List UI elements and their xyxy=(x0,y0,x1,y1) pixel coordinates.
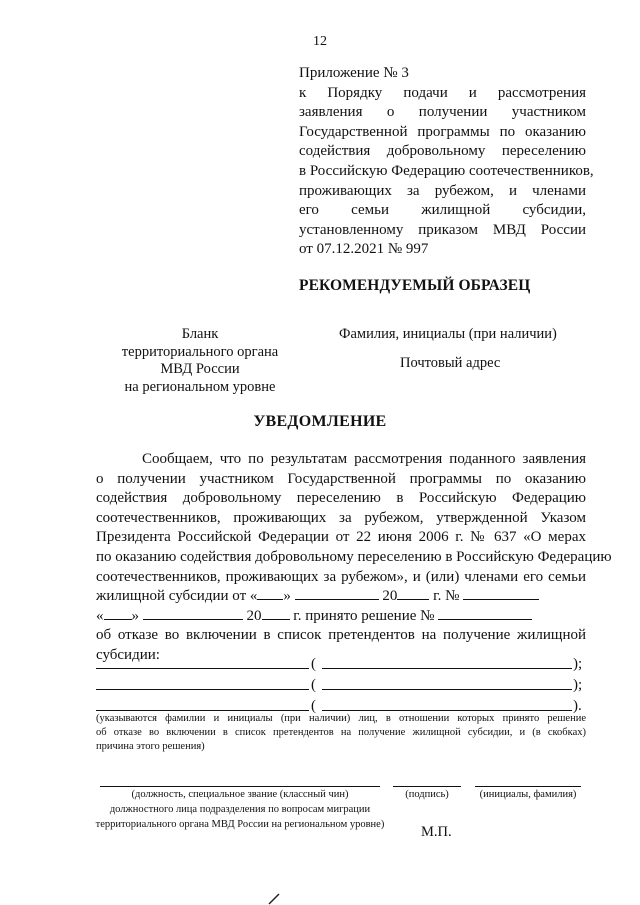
person-name-blank[interactable] xyxy=(96,668,309,669)
postal-address-field: Почтовый адрес xyxy=(400,355,501,371)
person-name-blank[interactable] xyxy=(96,710,309,711)
subsidy-date-label: жилищной субсидии от xyxy=(96,588,247,605)
month-blank[interactable] xyxy=(295,587,379,600)
paren-open: ( xyxy=(311,677,316,693)
decision-label: г. принято решение № xyxy=(293,607,435,624)
decision-day-blank[interactable] xyxy=(104,607,132,620)
paren-close: ); xyxy=(573,677,583,693)
list-footnote xyxy=(96,712,586,754)
letterhead-line: на региональном уровне xyxy=(124,378,276,395)
quote-close: » xyxy=(131,607,139,624)
day-blank[interactable] xyxy=(257,587,283,600)
stamp-place: М.П. xyxy=(421,824,452,840)
list-item xyxy=(96,655,586,676)
body-line: Сообщаем, что по результатам рассмотрения поданного заявления xyxy=(142,451,586,467)
letterhead-line: территориального органа xyxy=(121,343,279,360)
body-line: соотечественников, проживающих за рубежом», и (или) членами его семьи xyxy=(96,568,586,585)
footnote-line: об отказе во включении в список претендентов на получение жилищной субсидии, и (в скобках) xyxy=(96,727,586,738)
decision-year-blank[interactable] xyxy=(262,607,290,620)
body-line: содействия добровольному переселению в Российскую Федерацию xyxy=(96,490,586,507)
paren-open: ( xyxy=(311,656,316,672)
quote-open: « xyxy=(249,588,258,605)
letterhead-line: МВД России xyxy=(160,361,240,377)
paren-close: ). xyxy=(573,698,582,714)
signature-caption: (подпись) xyxy=(405,789,449,800)
notice-body xyxy=(96,450,612,666)
body-line-decision xyxy=(96,607,586,627)
number-blank[interactable] xyxy=(463,587,539,600)
appendix-line: установленному приказом МВД России xyxy=(299,221,586,238)
recipient-name-field: Фамилия, инициалы (при наличии) xyxy=(339,326,557,342)
reason-blank[interactable] xyxy=(322,668,572,669)
body-line: об отказе во включении в список претендентов на получение жилищной xyxy=(96,627,586,644)
appendix-line: его семьи жилищной субсидии, xyxy=(299,202,586,219)
document-title: УВЕДОМЛЕНИЕ xyxy=(253,413,387,430)
body-line: субсидии: xyxy=(96,646,160,663)
year-prefix: 20 xyxy=(246,607,262,624)
person-name-blank[interactable] xyxy=(96,689,309,690)
scan-artifact-icon xyxy=(268,893,280,905)
name-caption: (инициалы, фамилия) xyxy=(479,789,577,800)
sample-heading: РЕКОМЕНДУЕМЫЙ ОБРАЗЕЦ xyxy=(299,277,531,294)
number-label: г. № xyxy=(433,588,460,605)
position-caption xyxy=(90,787,390,832)
appendix-block xyxy=(299,64,594,260)
year-blank[interactable] xyxy=(397,587,429,600)
body-line-date-number xyxy=(96,587,586,607)
paren-close: ); xyxy=(573,656,583,672)
appendix-line: проживающих за рубежом, и членами xyxy=(299,182,586,199)
reason-blank[interactable] xyxy=(322,710,572,711)
letterhead-blank xyxy=(100,326,300,396)
footnote-line: причина этого решения) xyxy=(96,741,205,752)
body-line: по оказанию содействия добровольному переселению в Российскую Федерацию xyxy=(96,548,612,565)
position-caption-line: (должность, специальное звание (классный чин) xyxy=(131,789,349,800)
letterhead-line: Бланк xyxy=(181,326,219,342)
position-caption-line: должностного лица подразделения по вопросам миграции xyxy=(109,804,371,815)
decision-month-blank[interactable] xyxy=(143,607,243,620)
appendix-line: к Порядку подачи и рассмотрения xyxy=(299,84,586,101)
body-line: о получении участником Государственной программы по оказанию xyxy=(96,470,586,487)
appendix-line: от 07.12.2021 № 997 xyxy=(299,241,429,258)
quote-open: « xyxy=(96,607,104,624)
appendix-line: содействия добровольному переселению xyxy=(299,143,586,160)
body-line: Президента Российской Федерации от 22 июня 2006 г. № 637 «О мерах xyxy=(96,529,586,546)
appendix-line: заявления о получении участником xyxy=(299,104,586,121)
appendix-line: Приложение № 3 xyxy=(299,65,409,81)
decision-number-blank[interactable] xyxy=(438,607,532,620)
appendix-line: в Российскую Федерацию соотечественников, xyxy=(299,162,594,179)
persons-list xyxy=(96,655,586,718)
year-prefix: 20 xyxy=(382,588,398,605)
page-number: 12 xyxy=(313,34,327,49)
position-caption-line: территориального органа МВД России на региональном уровне) xyxy=(95,819,385,830)
quote-close: » xyxy=(283,588,291,605)
paren-open: ( xyxy=(311,698,316,714)
body-line: соотечественников, проживающих за рубежом, утвержденной Указом xyxy=(96,509,586,526)
appendix-line: Государственной программы по оказанию xyxy=(299,123,586,140)
reason-blank[interactable] xyxy=(322,689,572,690)
list-item xyxy=(96,676,586,697)
footnote-line: (указываются фамилии и инициалы (при наличии) лиц, в отношении которых принято решение xyxy=(96,713,586,724)
